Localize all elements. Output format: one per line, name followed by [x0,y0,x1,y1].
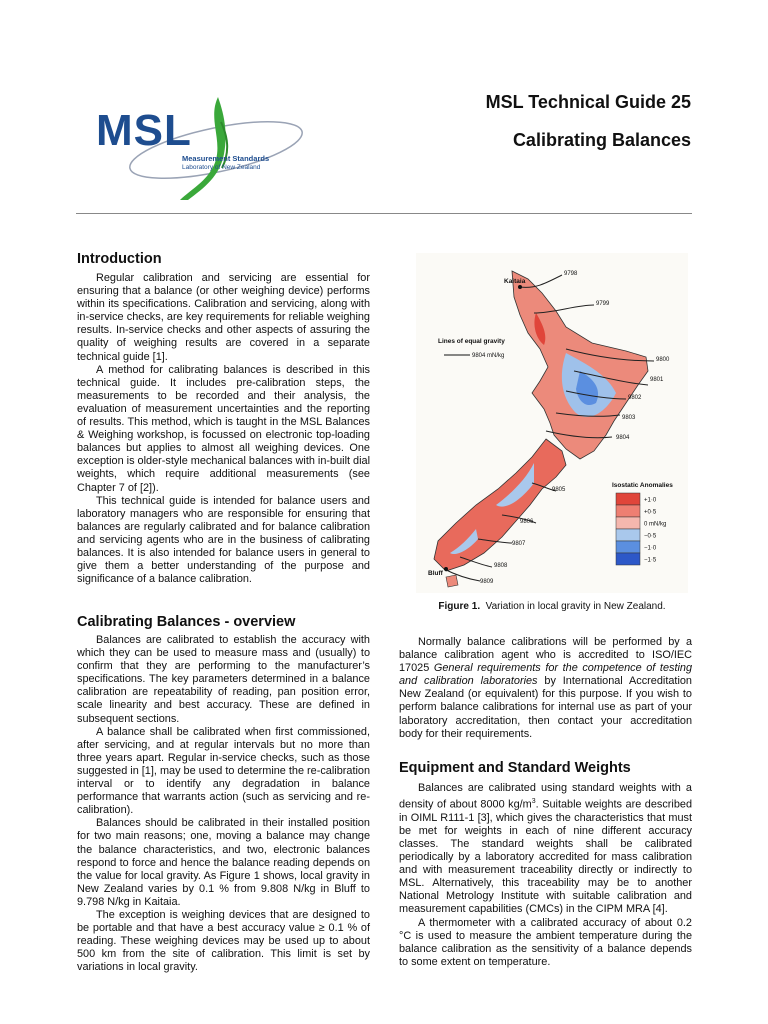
gravity-line-label: 9805 [552,487,566,493]
equipment-body [399,782,692,969]
equipment-heading: Equipment and Standard Weights [399,760,631,776]
paragraph: A balance shall be calibrated when first commissioned, after servicing, and at regular intervals but no more than three years apart. Regular in-service checks, such as those suggested in [1], may be used to determine the re-calibration interval or to identify any degradation in balance performance that warrants action (such as servicing and re-calibration). [77,725,371,817]
gravity-line-label: 9803 [622,415,636,421]
anomaly-swatch [616,553,640,565]
lines-legend-title: Lines of equal gravity [438,338,505,345]
gravity-line-label: 9809 [480,579,494,585]
paragraph: This technical guide is intended for balance users and laboratory managers who are responsible for ensuring that balances are regularly calibrated and for balance calibration and servicing agents who are in the business of calibrating balances. It is also intended for balance users in general to give them a better understanding of the purpose and significance of a balance calibration. [77,494,370,586]
text-run: by International Accreditation New Zealand (or equivalent) for this purpose. If you wish to perform balance calibrations for internal use as part of your laboratory accreditation, then contact your accreditation body for their requirements. [399,675,692,740]
place-label: Bluff [428,570,443,577]
guide-title: Calibrating Balances [512,130,691,150]
place-label: Kaitaia [504,278,526,285]
anomaly-legend-title: Isostatic Anomalies [612,482,673,489]
paragraph: The exception is weighing devices that are designed to be portable and that have a best accuracy value ≥ 0.1 % of reading. These weighing devices may be used up to about 500 km from the site of calibration. This limit is set by variations in local gravity. [77,908,370,974]
guide-number: MSL Technical Guide 25 [485,92,691,112]
paragraph: Balances are calibrated to establish the accuracy with which they can be used to measure mass and (usually) to confirm that they are performing to the manufacturer’s specifications. The key parameters determined in a balance calibration are repeatability of reading, pan position error, scale linearity and best accuracy. These are defined in subsequent sections. [77,634,370,725]
anomaly-swatch [616,517,640,529]
anomaly-label: −0·5 [644,533,657,540]
anomaly-swatch [616,529,640,541]
paragraph: A thermometer with a calibrated accuracy of about 0.2 °C is used to measure the ambient temperature during the balance calibration as the sensitivity of a balance depends to some extent on temperature. [399,916,692,968]
paragraph: Balances should be calibrated in their installed position for two main reasons; one, moving a balance may change the balance characteristics, and two, electronic balances respond to force and hence the balance reading depends on the value for local gravity. As Figure 1 shows, local gravity in New Zealand varies by 0.1 % from 9.808 N/kg in Bluff to 9.798 N/kg in Kaitaia. [77,817,370,908]
introduction-heading: Introduction [77,251,162,267]
accreditation-body [399,636,692,741]
anomaly-label: −1·0 [644,545,657,552]
anomaly-swatch [616,541,640,553]
overview-body [77,634,370,974]
gravity-line-label: 9798 [564,271,578,277]
paragraph [399,782,692,917]
superscript: 3 [531,798,536,806]
anomaly-label: 0 mN/kg [644,521,667,528]
header-divider [76,213,692,214]
gravity-map [416,253,688,593]
figure-caption [416,601,688,612]
text-run: Normally balance calibrations will be performed by a balance calibration agent who is accredited to ISO/IEC 17025 [399,636,692,675]
logo-line-2: Laboratory of New Zealand [182,164,261,171]
paragraph [399,636,692,741]
gravity-line-label: 9807 [512,541,526,547]
anomaly-swatch [616,493,640,505]
gravity-line-label: 9806 [520,519,534,525]
text-run: . Suitable weights are described in OIML R111-1 [3], which gives the characteristics that must be met for weights in each of nine different accuracy classes. The standard weights shall be calibrated periodically by a laboratory accredited for mass calibration and with measurement traceability directly or indirectly to MSL. Alternatively, this traceability may be to another National Metrology Institute with suitable calibration and measurement capabilities (CMCs) in the CIPM MRA [4]. [399,798,692,916]
standard-title: General requirements for the competence of testing and calibration laboratories [399,662,693,688]
logo-line-1: Measurement Standards [182,154,270,163]
gravity-line-label: 9799 [596,301,610,307]
anomaly-swatch [616,505,640,517]
overview-heading: Calibrating Balances - overview [77,614,296,630]
gravity-line-label: 9808 [494,563,508,569]
gravity-line-label: 9800 [656,357,670,363]
anomaly-label: +0·5 [644,509,657,516]
figure-caption-text: Variation in local gravity in New Zealand. [485,601,666,612]
logo-acronym: MSL [96,106,192,155]
introduction-body [77,272,370,586]
gravity-line-label: 9804 [616,435,630,441]
lines-legend-item: 9804 mN/kg [472,353,505,359]
paragraph: Regular calibration and servicing are essential for ensuring that a balance (or other weighing device) performs within its specifications. Calibration and servicing, along with in-service checks, are key requirements for reliable weighing results. In-service checks and other aspects of assuring the quality of weighing results are covered in a separate technical guide [1]. [77,272,370,363]
text-run: Balances are calibrated using standard weights with a density of about 8000 kg/m [399,782,692,811]
gravity-line-label: 9802 [628,395,642,401]
msl-logo [78,92,304,204]
figure-label: Figure 1. [438,601,481,612]
anomaly-label: +1·0 [644,497,657,504]
new-zealand-map [416,253,688,593]
gravity-line-label: 9801 [650,377,664,383]
paragraph: A method for calibrating balances is described in this technical guide. It includes pre-calibration steps, the measurements to be recorded and their analysis, the evaluation of measurement uncertainties and the reporting of results. This method, which is taught in the MSL Balances & Weighing workshop, is focussed on electronic top-loading balances but applies to almost all weighing devices. One exception is older-style mechanical balances with in-built dial weights, which require additional measurements (see Chapter 7 of [2]). [77,363,370,494]
anomaly-label: −1·5 [644,557,657,564]
